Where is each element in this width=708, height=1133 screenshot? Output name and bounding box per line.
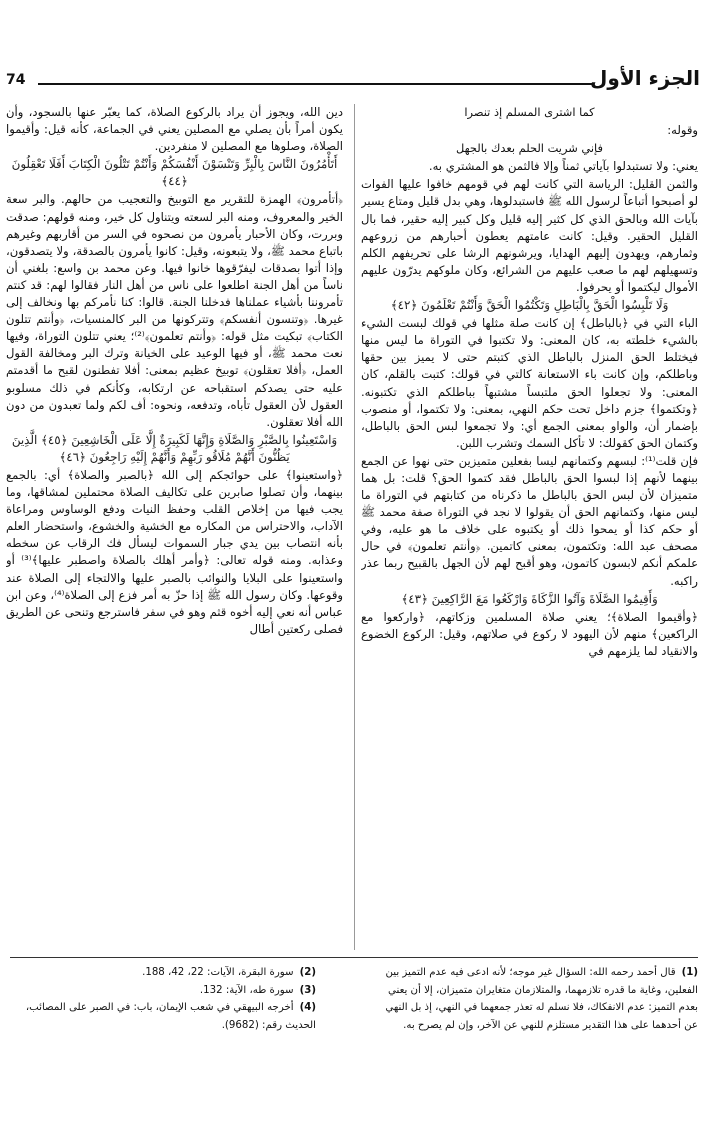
footnote-text: قال أحمد رحمه الله: السؤال غير موجه؛ لأنه ادعى فيه عدم التميز بين الفعلين، وغاية ما قدره تلازمهما، والمتلازمان متغايران متميزان، إلا أن يعني بعدم التميز: عدم الانفكاك، فلا نسلم له تعذر جمعهما في النهي، إذ بل النهي عن أحدهما على هذا التقدير مستلزم للنهي عن الآخر، وإن لم يصرح به. [385, 967, 698, 1031]
paragraph: الباء التي في ﴿بالباطل﴾ إن كانت صلة مثلها في قولك لبست الشيء بالشيء خلطته به، كان المعنى: ولا تكتبوا في التوراة ما ليس منها فيختلط الحق المنزل بالباطل الذي كتبتم حتى لا يميز بين حقها وباطلكم، وإن كانت باء الاستعانة كالتي في قولك: كتبت بالقلم، كان المعنى: ولا تجعلوا الحق ملتبساً مشتبهاً بباطلكم الذي تكتبونه. ﴿وتكتموا﴾ جزم داخل تحت حكم النهي، بمعنى: ولا تكتموا، أو منصوب بإضمار أن، والواو بمعنى الجمع أي: ولا تجمعوا لبس الحق بالباطل، وكتمان الحق كقولك: لا تأكل السمك وتشرب اللبن. [361, 316, 698, 450]
footnote-number: (1) [681, 967, 698, 978]
poem-line: كما اشترى المسلم إذ تنصرا [464, 105, 595, 119]
paragraph: ﴿وأقيموا الصلاة﴾؛ يعني صلاة المسلمين وزكاتهم، ﴿واركعوا مع الراكعين﴾ منهم لأن اليهود لا ركوع في صلاتهم، وقيل: الركوع الخضوع والانقياد لما يلزمهم في [361, 609, 698, 658]
paragraph: وقوله: [667, 123, 698, 138]
column-divider [354, 104, 355, 950]
footnotes-right [378, 964, 698, 1034]
footnote [378, 964, 698, 1034]
footnotes [0, 964, 708, 1129]
left-column [6, 104, 343, 950]
paragraph: ﴿واستعينوا﴾ على حوائجكم إلى الله ﴿بالصبر والصلاة﴾ أي: بالجمع بينهما، وأن تصلوا صابرين على تكاليف الصلاة محتملين لمشاقها، وما يجب فيها من إخلاص القلب وحفظ النيات ودفع الوساوس ومراعاة الآداب، والاحتراس من المكاره مع الخشية والخشوع، واستحضار العلم بأنه انتصاب بين يدي جبار السموات ليسأل فك الرقاب عن سخطه وعذابه. ومنه قوله تعالى: ﴿وأمر أهلك بالصلاة واصطبر عليها﴾⁽³⁾ أو واستعينوا على البلايا والنوائب بالصبر عليها والالتجاء إلى الصلاة عند وقوعها. وكان رسول الله ﷺ إذا حزّ به أمر فزع إلى الصلاة⁽⁴⁾، وعن ابن عباس أنه نعي إليه أخوه قثم وهو في سفر فاسترجع وتنحى عن الطريق فصلى ركعتين أطال [6, 467, 343, 636]
quran-verse: وَأَقِيمُوا الصَّلَاةَ وَآتُوا الزَّكَاةَ وَارْكَعُوا مَعَ الرَّاكِعِينَ ﴿٤٣﴾ [401, 591, 658, 606]
header-rule [38, 83, 594, 85]
footnote-text: أخرجه البيهقي في شعب الإيمان، باب: في الصبر على المصائب، الحديث رقم: (9682). [25, 1002, 316, 1031]
quran-verse: وَاسْتَعِينُوا بِالصَّبْرِ وَالصَّلَاةِ وَإِنَّهَا لَكَبِيرَةٌ إِلَّا عَلَى الْخَاشِعِينَ ﴿٤٥﴾ الَّذِينَ يَظُنُّونَ أَنَّهُمْ مُلَاقُو رَبِّهِمْ وَأَنَّهُمْ إِلَيْهِ رَاجِعُونَ ﴿٤٦﴾ [11, 432, 338, 464]
quran-verse: وَلَا تَلْبِسُوا الْحَقَّ بِالْبَاطِلِ وَتَكْتُمُوا الْحَقَّ وَأَنْتُمْ تَعْلَمُونَ ﴿٤٢﴾ [390, 298, 669, 313]
paragraph: دين الله، ويجوز أن يراد بالركوع الصلاة، كما يعبّر عنها بالسجود، وأن يكون أمراً بأن يصلي مع المصلين يعني في الجماعة، كأنه قيل: وأقيموا الصلاة، وصلوها مع المصلين لا منفردين. [6, 105, 343, 154]
running-title: الجزء الأول [590, 66, 700, 90]
footnotes-left [16, 964, 316, 1034]
poem-line: فإني شريت الحلم بعدك بالجهل [456, 141, 603, 156]
footnote-number: (2) [299, 967, 316, 978]
paragraph: فإن قلت⁽¹⁾: لبسهم وكتمانهم ليسا بفعلين متميزين حتى نهوا عن الجمع بينهما لأنهم إذا لبسوا الحق بالباطل فقد كتموا الحق؟ قلت: بل هما متميزان لأن لبس الحق بالباطل ما ذكرناه من كتابتهم في التوراة ما ليس منها، وكتمانهم الحق أن يقولوا لا نجد في التوراة صفة محمد ﷺ أو حكم كذا أو يمحوا ذلك أو يكتبوه على خلاف ما هو عليه، وفي مصحف عبد الله: وتكتمون، بمعنى كاتمين. ﴿وأنتم تعلمون﴾ في حال علمكم أنكم لابسون كاتمون، وهو أقبح لهم لأن الجهل بالقبيح ربما عذر راكبه. [361, 453, 698, 588]
footnote [16, 999, 316, 1034]
page-header [0, 62, 708, 98]
footnote-text: سورة البقرة، الآيات: 22، 42، 188. [142, 967, 294, 978]
footnote-rule [10, 957, 698, 958]
page-number: 74 [6, 72, 26, 88]
paragraph: والثمن القليل: الرياسة التي كانت لهم في قومهم خافوا عليها الفوات لو أصبحوا أتباعاً لرسول الله ﷺ فاستبدلوها، وهي بدل قليل ومتاع يسير بآيات الله وبالحق الذي كل كثير إليه قليل وكل كبير إليه حقير، فما بال القليل الحقير. وقيل: كانت عامتهم يعطون أحبارهم من زروعهم وثمارهم، ويهدون إليهم الهدايا، ويرشونهم الرشا على تحريفهم الكلم وتسهيلهم لهم ما صعب عليهم من الشرائع، وكان ملوكهم يدرّون عليهم الأموال ليكتموا أو يحرفوا. [361, 177, 698, 294]
right-column [361, 104, 698, 950]
body-columns [0, 104, 708, 950]
quran-verse: أَتَأْمُرُونَ النَّاسَ بِالْبِرِّ وَتَنْسَوْنَ أَنْفُسَكُمْ وَأَنْتُمْ تَتْلُونَ الْكِتَابَ أَفَلَا تَعْقِلُونَ ﴿٤٤﴾ [11, 157, 338, 189]
footnote [16, 982, 316, 1000]
footnote-number: (3) [299, 984, 316, 996]
footnote-number: (4) [299, 1002, 316, 1014]
footnote-text: سورة طه، الآية: 132. [199, 984, 294, 996]
paragraph: يعني: ولا تستبدلوا بآياتي ثمناً وإلا فالثمن هو المشتري به. [428, 159, 698, 174]
footnote [16, 964, 316, 982]
paragraph: ﴿أتأمرون﴾ الهمزة للتقرير مع التوبيخ والتعجيب من حالهم. والبر سعة الخير والمعروف، ومنه البر لسعته ويتناول كل خير، ومنه قولهم: صدقت وبررت، وكان الأحبار يأمرون من نصحوه في السر من أقاربهم وغيرهم باتباع محمد ﷺ، ولا يتبعونه، وقيل: كانوا يأمرون بالصدقة، ولا يتصدقون، وإذا أتوا بصدقات ليفرّقوها خانوا فيها. وعن محمد بن واسع: بلغني أن ناساً من أهل الجنة اطلعوا على ناس من أهل النار فقالوا لهم: قد كنتم تأمروننا بأشياء عملناها فدخلنا الجنة. قالوا: كنا نأمركم بها ونخالف إلى غيرها. ﴿وتنسون أنفسكم﴾ وتتركونها من البر كالمنسيات، ﴿وأنتم تتلون الكتاب﴾ تبكيت مثل قوله: ﴿وأنتم تعلمون﴾⁽²⁾؛ يعني تتلون التوراة، وفيها نعت محمد ﷺ، أو فيها الوعيد على الخيانة وترك البر ومخالفة القول العمل، ﴿أفلا تعقلون﴾ توبيخ عظيم بمعنى: أفلا تفطنون لقبح ما أقدمتم عليه حتى يصدكم استقباحه عن ارتكابه، وكأنكم في ذلك مسلوبو العقول لأن العقول تأباه، وتدفعه، ونحوه: أف لكم ولما تعبدون من دون الله أفلا تعقلون. [6, 192, 343, 429]
